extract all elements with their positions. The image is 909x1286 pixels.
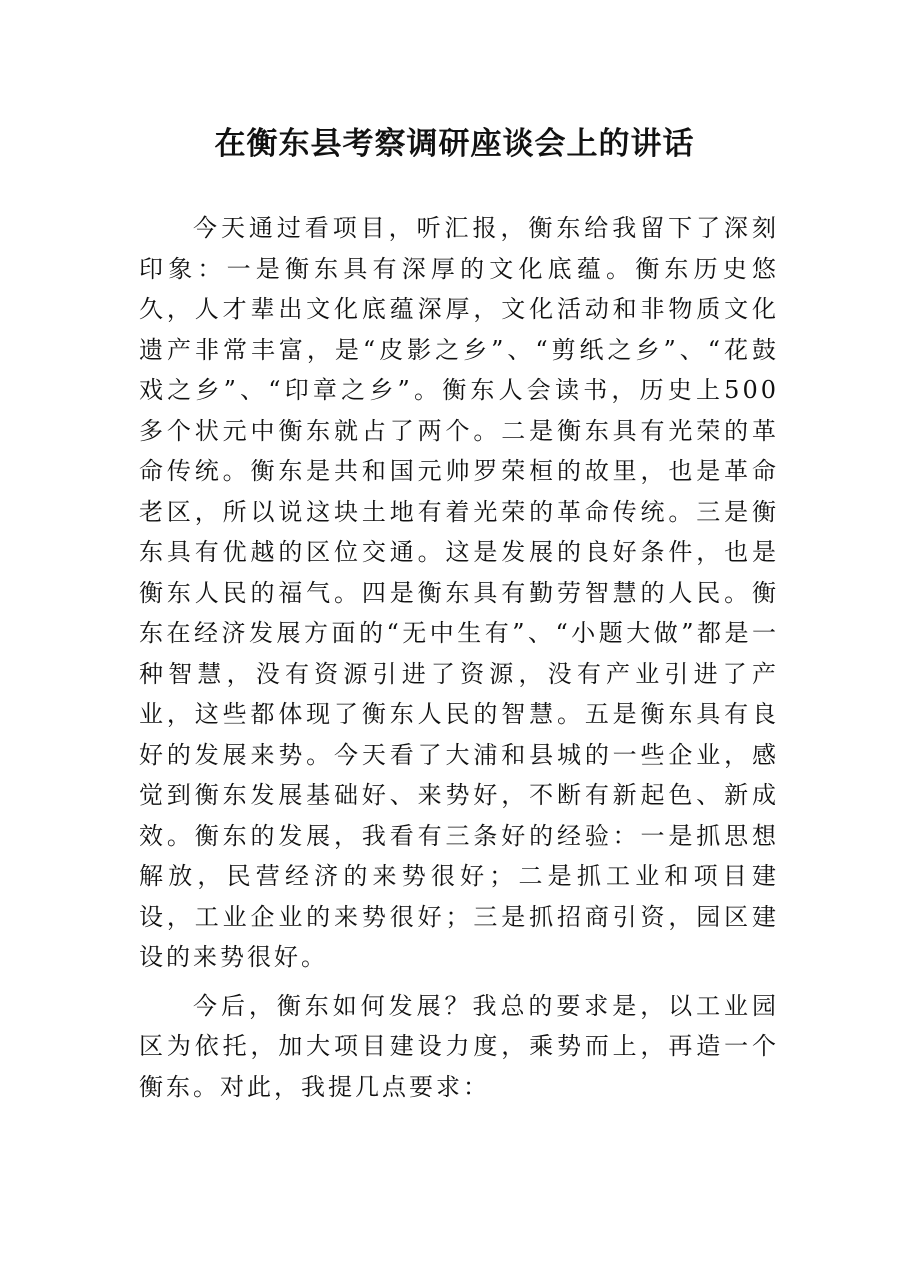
paragraph-2: 今后，衡东如何发展？我总的要求是，以工业园区为依托，加大项目建设力度，乘势而上，再造一个衡东。对此，我提几点要求： — [139, 991, 779, 1101]
document-body — [139, 208, 779, 1115]
document-title: 在衡东县考察调研座谈会上的讲话 — [214, 126, 695, 162]
paragraph-1: 今天通过看项目，听汇报，衡东给我留下了深刻印象：一是衡东具有深厚的文化底蕴。衡东历史悠久，人才辈出文化底蕴深厚，文化活动和非物质文化遗产非常丰富，是“皮影之乡”、“剪纸之乡”、“花鼓戏之乡”、“印章之乡”。衡东人会读书，历史上500多个状元中衡东就占了两个。二是衡东具有光荣的革命传统。衡东是共和国元帅罗荣桓的故里，也是革命老区，所以说这块土地有着光荣的革命传统。三是衡东具有优越的区位交通。这是发展的良好条件，也是衡东人民的福气。四是衡东具有勤劳智慧的人民。衡东在经济发展方面的“无中生有”、“小题大做”都是一种智慧，没有资源引进了资源，没有产业引进了产业，这些都体现了衡东人民的智慧。五是衡东具有良好的发展来势。今天看了大浦和县城的一些企业，感觉到衡东发展基础好、来势好，不断有新起色、新成效。衡东的发展，我看有三条好的经验：一是抓思想解放，民营经济的来势很好；二是抓工业和项目建设，工业企业的来势很好；三是抓招商引资，园区建设的来势很好。 — [139, 214, 779, 971]
